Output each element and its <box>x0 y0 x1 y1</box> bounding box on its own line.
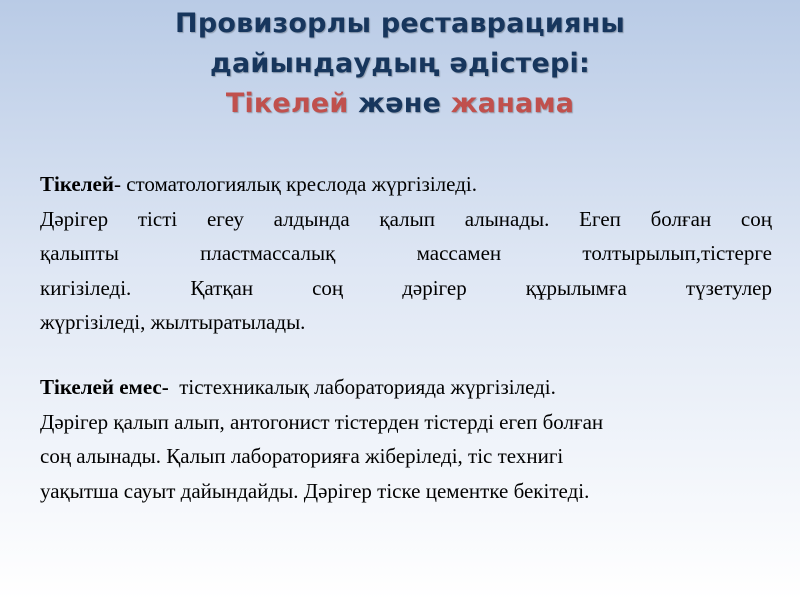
title-direct-word: Тікелей <box>225 88 349 119</box>
direct-term: Тікелей <box>40 172 114 196</box>
direct-line-5: жүргізіледі, жылтыратылады. <box>40 310 306 334</box>
title-indirect-word: жанама <box>450 88 575 119</box>
direct-line-4: кигізіледі. Қатқан соң дәрігер құрылымға түзетулер <box>40 275 772 300</box>
indirect-method-paragraph <box>40 370 772 508</box>
direct-line-2: Дәрігер тісті егеу алдында қалып алынады. Егеп болған соң <box>40 206 772 231</box>
indirect-term: Тікелей емес- <box>40 375 169 399</box>
indirect-line-1 <box>40 370 772 405</box>
indirect-line-4: уақытша сауыт дайындайды. Дәрігер тіске цементке бекітеді. <box>40 478 590 503</box>
direct-method-paragraph <box>40 167 772 340</box>
indirect-line-1-text: тістехникалық лабораторияда жүргізіледі. <box>168 375 556 399</box>
indirect-line-2: Дәрігер қалып алып, антогонист тістерден тістерді егеп болған <box>40 409 604 434</box>
slide-title <box>0 4 800 124</box>
direct-line-1-text: - стоматологиялық креслода жүргізіледі. <box>113 172 477 196</box>
direct-line-3: қалыпты пластмассалық массамен толтырылып,тістерге <box>40 241 772 265</box>
title-line-3 <box>0 84 800 124</box>
direct-line-1 <box>40 167 772 202</box>
title-line-1: Провизорлы реставрацияны <box>175 8 625 39</box>
indirect-line-3: соң алынады. Қалып лабораторияға жіберіледі, тіс технигі <box>40 444 564 468</box>
title-and-word: және <box>348 88 451 119</box>
title-line-2: дайындаудың әдістері: <box>210 48 590 79</box>
